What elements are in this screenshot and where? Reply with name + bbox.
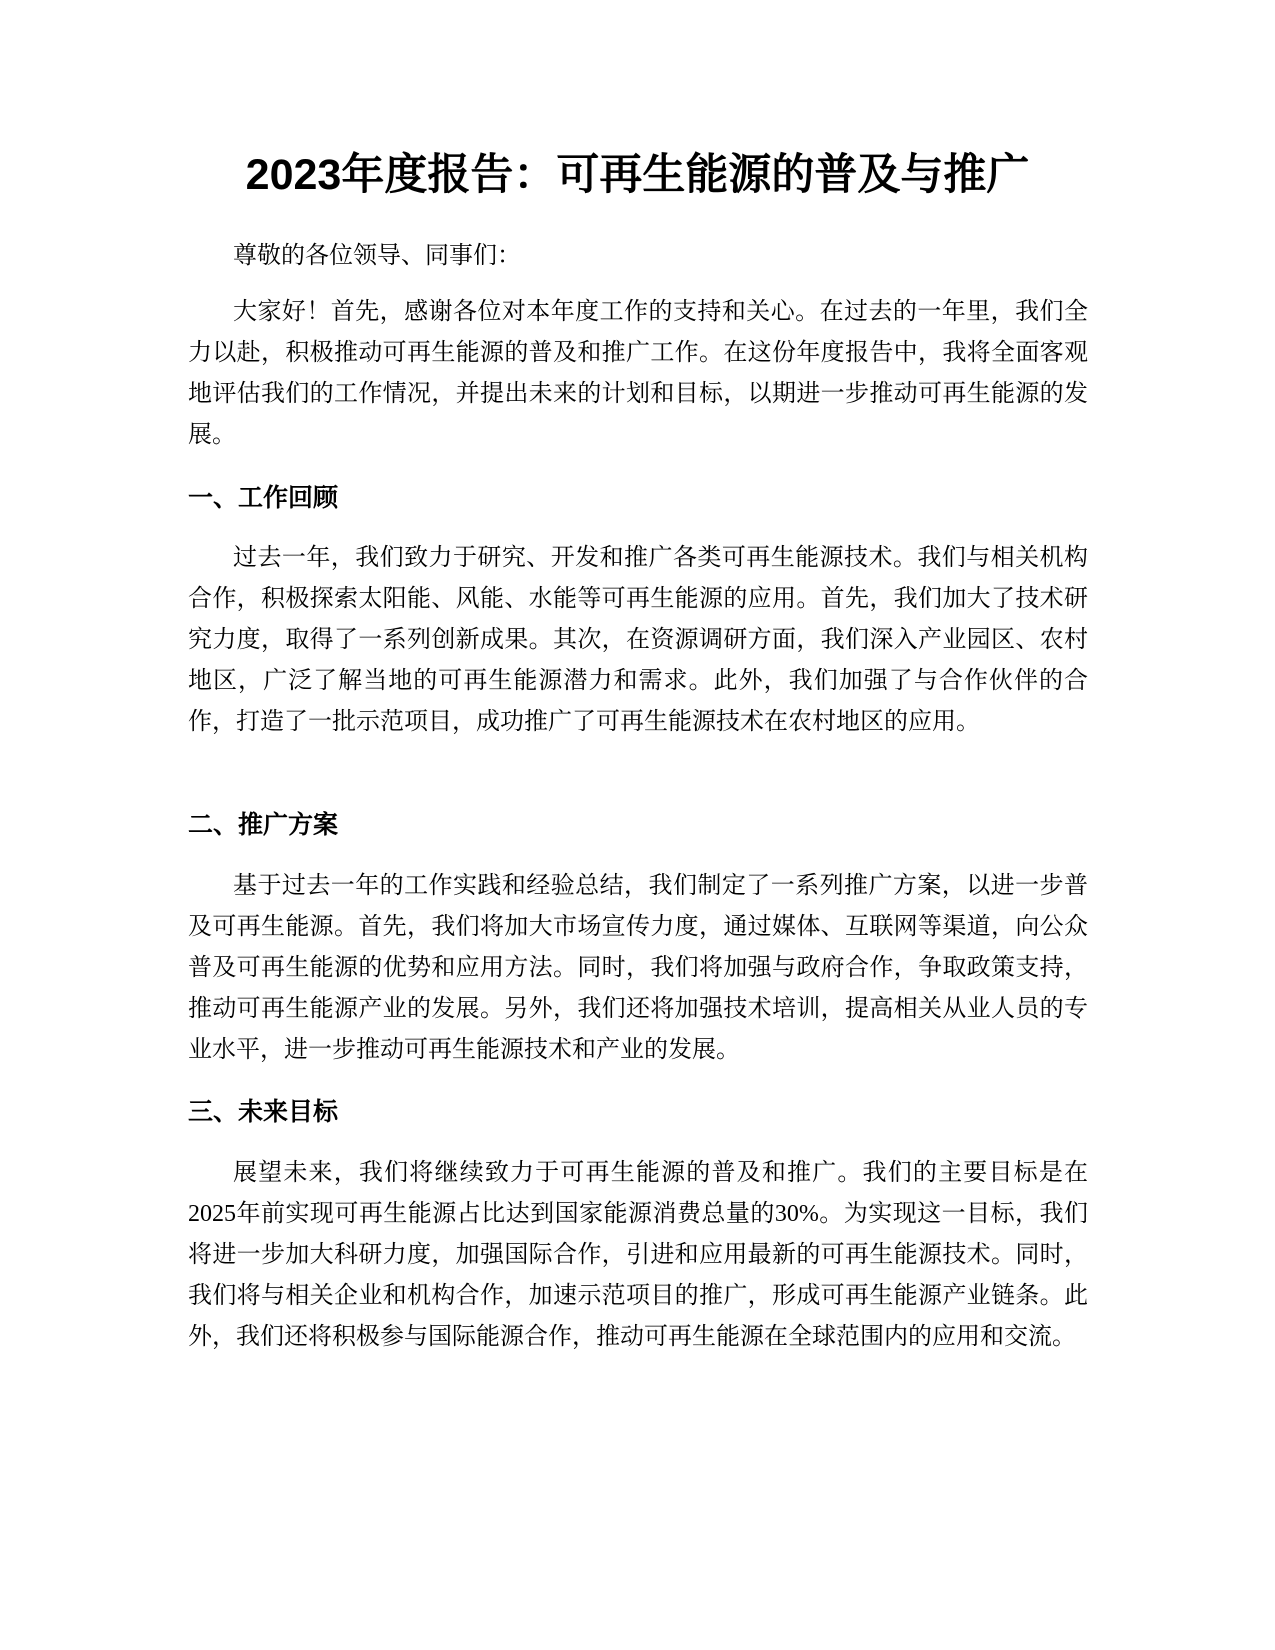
section-heading-review: 一、工作回顾	[188, 484, 339, 512]
document-title: 2023年度报告：可再生能源的普及与推广	[245, 151, 1030, 199]
section-heading-promotion-plan: 二、推广方案	[188, 811, 339, 839]
section-body-future-goals: 展望未来，我们将继续致力于可再生能源的普及和推广。我们的主要目标是在2025年前实现可再生能源占比达到国家能源消费总量的30%。为实现这一目标，我们将进一步加大科研力度，加强国际合作，引进和应用最新的可再生能源技术。同时，我们将与相关企业和机构合作，加速示范项目的推广，形成可再生能源产业链条。此外，我们还将积极参与国际能源合作，推动可再生能源在全球范围内的应用和交流。	[188, 1160, 1088, 1350]
section-heading-future-goals: 三、未来目标	[188, 1098, 339, 1126]
section-body-promotion-plan: 基于过去一年的工作实践和经验总结，我们制定了一系列推广方案，以进一步普及可再生能源。首先，我们将加大市场宣传力度，通过媒体、互联网等渠道，向公众普及可再生能源的优势和应用方法。同时，我们将加强与政府合作，争取政策支持，推动可再生能源产业的发展。另外，我们还将加强技术培训，提高相关从业人员的专业水平，进一步推动可再生能源技术和产业的发展。	[188, 873, 1088, 1063]
section-body-review: 过去一年，我们致力于研究、开发和推广各类可再生能源技术。我们与相关机构合作，积极探索太阳能、风能、水能等可再生能源的应用。首先，我们加大了技术研究力度，取得了一系列创新成果。其次，在资源调研方面，我们深入产业园区、农村地区，广泛了解当地的可再生能源潜力和需求。此外，我们加强了与合作伙伴的合作，打造了一批示范项目，成功推广了可再生能源技术在农村地区的应用。	[188, 545, 1088, 735]
intro-paragraph: 大家好！首先，感谢各位对本年度工作的支持和关心。在过去的一年里，我们全力以赴，积极推动可再生能源的普及和推广工作。在这份年度报告中，我将全面客观地评估我们的工作情况，并提出未来的计划和目标，以期进一步推动可再生能源的发展。	[188, 299, 1088, 448]
salutation: 尊敬的各位领导、同事们：	[233, 243, 521, 269]
